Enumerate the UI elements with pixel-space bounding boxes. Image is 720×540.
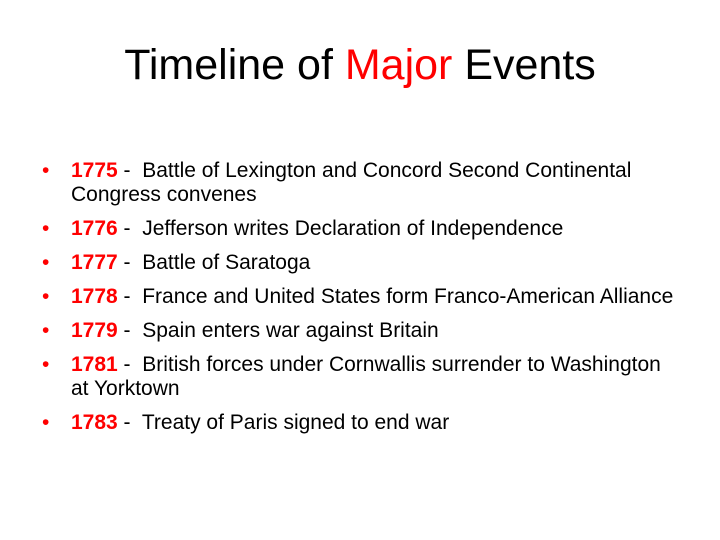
event-year: 1783 xyxy=(71,411,118,434)
event-separator: - xyxy=(117,319,143,342)
event-text: Battle of Lexington and Concord Second Continental Congress convenes xyxy=(71,159,632,206)
event-year: 1779 xyxy=(71,319,118,342)
event-separator: - xyxy=(117,251,143,274)
event-list xyxy=(42,159,682,445)
event-item xyxy=(42,319,682,343)
bullet-icon: • xyxy=(42,353,50,376)
title-highlight: Major xyxy=(344,41,453,89)
event-item xyxy=(42,159,682,207)
event-year: 1781 xyxy=(71,353,118,376)
bullet-icon: • xyxy=(42,411,50,434)
event-year: 1776 xyxy=(71,217,118,240)
event-item xyxy=(42,285,682,309)
event-text: Battle of Saratoga xyxy=(142,251,311,274)
event-year: 1777 xyxy=(71,251,118,274)
bullet-icon: • xyxy=(42,159,50,182)
event-text: Spain enters war against Britain xyxy=(142,319,439,342)
event-item xyxy=(42,353,682,401)
event-text: Treaty of Paris signed to end war xyxy=(141,411,450,434)
event-text: British forces under Cornwallis surrender to Washington at Yorktown xyxy=(71,353,661,400)
bullet-icon: • xyxy=(42,285,50,308)
event-separator: - xyxy=(117,353,143,376)
event-separator: - xyxy=(117,217,143,240)
event-item xyxy=(42,217,682,241)
event-separator: - xyxy=(117,285,143,308)
bullet-icon: • xyxy=(42,319,50,342)
event-separator: - xyxy=(117,159,143,182)
event-item xyxy=(42,251,682,275)
title-prefix: Timeline of xyxy=(124,41,345,89)
slide-title xyxy=(0,40,720,92)
title-suffix: Events xyxy=(452,41,596,89)
event-text: Jefferson writes Declaration of Independence xyxy=(142,217,564,240)
bullet-icon: • xyxy=(42,217,50,240)
event-text: France and United States form Franco-American Alliance xyxy=(142,285,674,308)
event-item xyxy=(42,411,682,435)
event-year: 1775 xyxy=(71,159,118,182)
event-separator: - xyxy=(117,411,142,434)
bullet-icon: • xyxy=(42,251,50,274)
event-year: 1778 xyxy=(71,285,118,308)
